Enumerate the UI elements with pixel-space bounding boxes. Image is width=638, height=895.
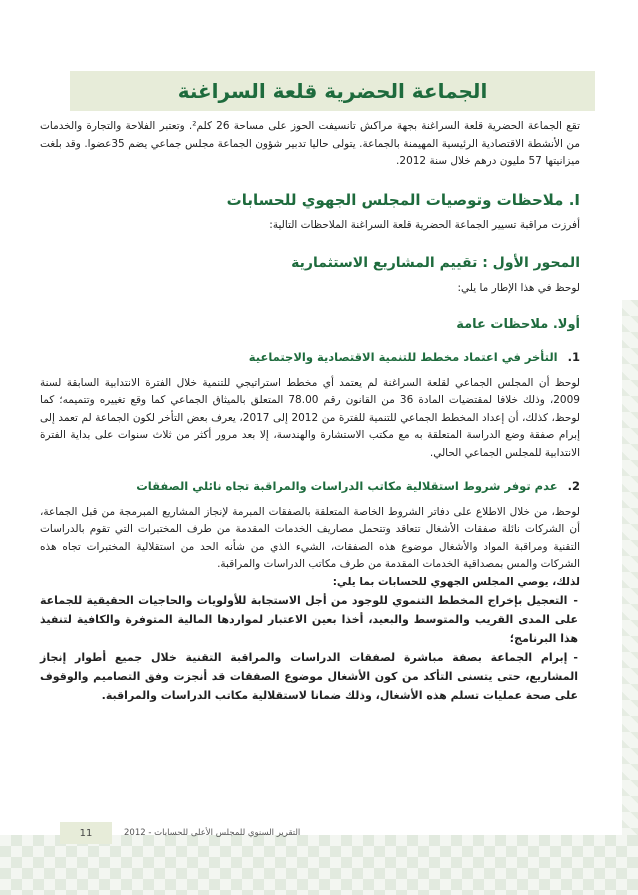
page-number: 11 <box>60 822 112 844</box>
section-number: I. <box>568 190 580 209</box>
recommendations-intro: لذلك، يوصي المجلس الجهوي للحسابات بما يلي: <box>332 575 580 588</box>
document-body <box>40 118 580 705</box>
title-bar <box>70 71 595 111</box>
section-intro-text: أفرزت مراقبة تسيير الجماعة الحضرية قلعة السراغنة الملاحظات التالية: <box>269 219 580 231</box>
section-title: ملاحظات وتوصيات المجلس الجهوي للحسابات <box>226 190 564 209</box>
item-2-title: عدم توفر شروط استقلالية مكاتب الدراسات والمراقبة تجاه نائلي الصفقات <box>136 479 558 493</box>
section-heading <box>40 192 580 210</box>
recommendation-1-text: التعجيل بإخراج المخطط التنموي للوجود من أجل الاستجابة للأولويات والحاجيات الحقيقية للجماعة على المدى القريب والمتوسط والبعيد، أخذا بعين الاعتبار لمواردها المالية المتوفرة والكافية لتنفيذ هذا البرنامج؛ <box>40 594 578 645</box>
recommendation-item <box>40 648 580 705</box>
footer-text: التقرير السنوي للمجلس الأعلى للحسابات - 2012 <box>124 828 301 838</box>
list-dash: - <box>573 594 578 607</box>
item-2-heading <box>40 478 580 496</box>
side-decorative-pattern <box>622 300 638 835</box>
item-1-title: التأخر في اعتماد مخطط للتنمية الاقتصادية والاجتماعية <box>248 350 558 364</box>
intro-paragraph: تقع الجماعة الحضرية قلعة السراغنة بجهة مراكش تانسيفت الحوز على مساحة 26 كلم². وتعتبر الفلاحة والتجارة والخدمات من الأنشطة الاقتصادية الرئيسية المهيمنة بالجماعة. يتولى حاليا تدبير شؤون الجماعة مجلس جماعي يضم 35عضوا. وقد بلغت ميزانيتها 57 مليون درهم خلال سنة 2012. <box>40 120 580 167</box>
axis-intro-text: لوحظ في هذا الإطار ما يلي: <box>457 282 580 294</box>
page-title: الجماعة الحضرية قلعة السراغنة <box>177 79 488 103</box>
general-remarks-heading: أولا. ملاحظات عامة <box>456 316 580 332</box>
page-footer <box>60 822 350 844</box>
bottom-decorative-pattern <box>0 835 638 895</box>
axis-heading: المحور الأول : تقييم المشاريع الاستثمارية <box>291 254 580 271</box>
recommendation-2-text: إبرام الجماعة بصفة مباشرة لصفقات الدراسات والمراقبة التقنية خلال جميع أطوار إنجاز المشاريع، حتى يتسنى التأكد من كون الأشغال موضوع الصفقات قد أنجزت وفق التصاميم والوقوف على صحة عمليات تسلم هذه الأشغال، وذلك ضمانا لاستقلالية مكاتب الدراسات والمراقبة. <box>40 651 578 702</box>
item-1-heading <box>40 349 580 367</box>
recommendation-item <box>40 591 580 648</box>
item-1-text: لوحظ أن المجلس الجماعي لقلعة السراغنة لم يعتمد أي مخطط استراتيجي للتنمية خلال الفترة الانتدابية السابقة لسنة 2009، وذلك خلافا لمقتضيات المادة 36 من القانون رقم 78.00 المتعلق بالميثاق الجماعي كما وقع تغييره وتتميمه؛ كما لوحظ، كذلك، أن إعداد المخطط الجماعي للتنمية للفترة من 2012 إلى 2017، يعرف بعض التأخر لكون الجماعة لم تعمد إلى إبرام صفقة وضع الدراسة المتعلقة به مع مكتب الاستشارة والهندسة، إلا بعد مرور أكثر من ثلاث سنوات على بداية الفترة الانتدابية للمجلس الجماعي الحالي. <box>40 376 580 459</box>
item-2-text: لوحظ، من خلال الاطلاع على دفاتر الشروط الخاصة المتعلقة بالصفقات المبرمة لإنجاز المشاريع المبرمجة من قبل الجماعة، أن الشركات نائلة صفقات الأشغال تتعاقد وتتحمل مصاريف الخدمات المقدمة من طرف المختبرات التي تقوم بالدراسات التقنية ومراقبة المواد والأشغال موضوع هذه الصفقات، الشيء الذي من شأنه الحد من استقلالية المختبرات تجاه هذه الشركات والمس بمصداقية الخدمات المقدمة من طرف مكاتب الدراسات والمراقبة. <box>40 505 580 570</box>
list-dash: - <box>573 651 578 664</box>
item-1-number: 1. <box>567 350 580 364</box>
item-2-number: 2. <box>567 479 580 493</box>
